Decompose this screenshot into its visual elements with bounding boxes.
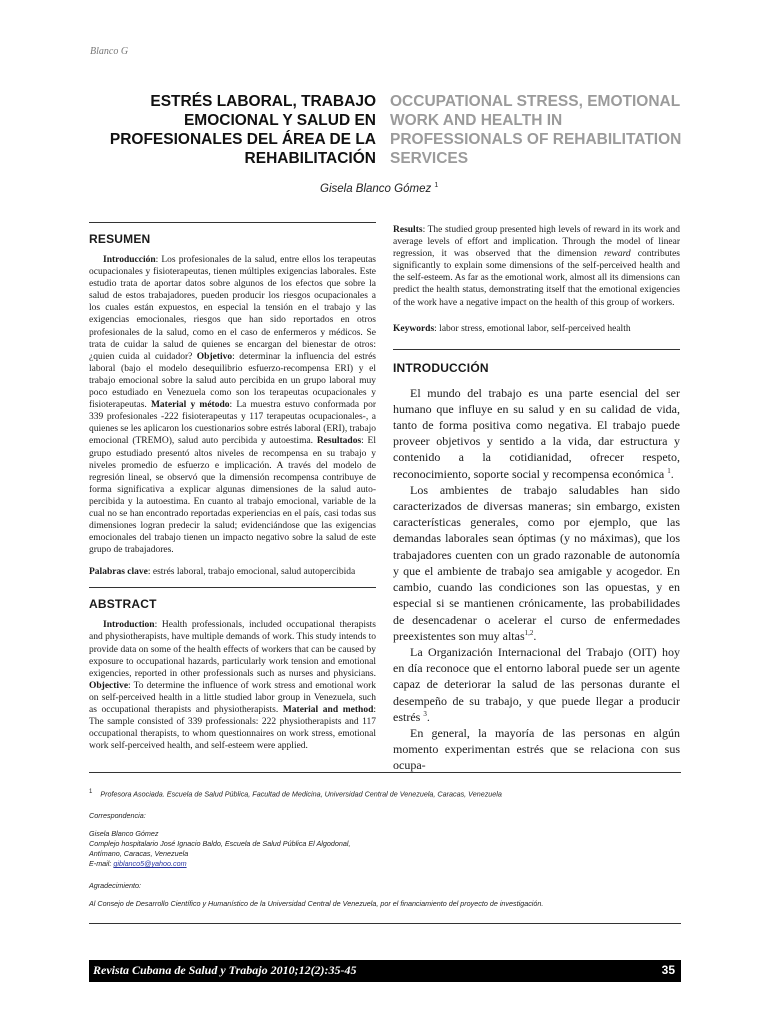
text: : labor stress, emotional labor, self-perceived health — [434, 323, 631, 334]
acknowledgement-label: Agradecimiento: — [89, 881, 141, 891]
right-column — [393, 224, 680, 774]
correspondence-name: Gisela Blanco Gómez — [89, 829, 159, 839]
label: Material y método — [150, 400, 230, 411]
author-affiliation-mark: 1 — [434, 182, 439, 189]
journal-citation: Revista Cubana de Salud y Trabajo 2010;12(2):35-45 — [93, 963, 357, 977]
label: Objetivo — [196, 351, 233, 362]
footer-bar — [89, 960, 681, 982]
text: : Los profesionales de la salud, entre ellos los terapeutas ocupacionales y fisioterapeutas, tienen múltiples exigencias laborales. Este estudio trata de aportar datos sobre algunos de los efectos que sobre la salud de estos trabajadores, pueden producir los riesgos ocupacionales a los cuales están expuestos, en especial la tensión en el trabajo y las exigencias emocionales, riesgos que han sido reportados en otros profesionales de la salud, como en el caso de enfermeros y médicos. Se trata de cuidar la salud de quienes se encargan del bienestar de otros: ¿quien cuida al cuidador? — [89, 255, 376, 362]
text: : To determine the influence of work stress and emotional work on self-perceived health in a little studied labor group in Venezuela, such as occupational therapists and physiotherapists. — [89, 680, 376, 715]
label: Results — [393, 225, 423, 235]
citation: 1 — [667, 466, 671, 475]
divider — [89, 923, 681, 924]
email-label: E-mail: — [89, 859, 114, 869]
citation: 1,2 — [524, 628, 534, 637]
text: La Organización Internacional del Trabajo (OIT) hoy en día reconoce que el entorno laboral puede ser un agente capaz de deteriorar la salud de las personas durante el desempeño de su trabajo, y que puede llegar a producir estrés — [393, 644, 680, 724]
intro-paragraph: El mundo del trabajo es una parte esencial del ser humano que influye en su salud y en su calidad de vida, tanto de forma positiva como negativa. El trabajo puede proveer objetivos y sentido a la vida, dar estructura y contenido a la cotidianidad, ofrecer respeto, reconocimiento, soporte social y recompensa económica $^1$. — [393, 385, 680, 481]
introduccion-heading: INTRODUCCIÓN — [393, 360, 489, 375]
text: Los ambientes de trabajo saludables han sido caracterizados de diversas maneras; sin embargo, existen características generales, como por ejemplo, que las demandas laborales sean óptimas (y no máximas), que los trabajadores cuenten con un grado razonable de autonomía y que el ambiente de trabajo sea amigable y acogedor. En cambio, cuando las condiciones son las opuestas, y en especial si se mantienen crónicamente, las probabilidades de desencadenar o acelerar el curso de enfermedades preexistentes son muy altas — [393, 482, 680, 643]
divider — [89, 772, 681, 773]
correspondence-label: Correspondencia: — [89, 811, 146, 821]
label: Keywords — [393, 323, 435, 334]
abstract-keywords — [393, 323, 680, 335]
text: El mundo del trabajo es una parte esencial del ser humano que influye en su salud y en su calidad de vida, tanto de forma positiva como negativa. El trabajo puede proveer objetivos y sentido a la vida, dar estructura y contenido a la cotidianidad, ofrecer respeto, reconocimiento, soporte social y recompensa económica — [393, 385, 680, 481]
acknowledgement-text: Al Consejo de Desarrollo Científico y Humanístico de la Universidad Central de Venezuela, por el financiamiento del proyecto de investigación. — [89, 899, 544, 909]
citation: 3 — [423, 709, 427, 718]
intro-paragraph: En general, la mayoría de las personas en algún momento experimentan estrés que se relaciona con sus ocupa- — [393, 725, 680, 773]
footnotes — [89, 772, 681, 924]
text: Profesora Asociada. Escuela de Salud Pública, Facultad de Medicina, Universidad Central de Venezuela, Caracas, Venezuela — [100, 789, 502, 799]
text: : El grupo estudiado presentó altos niveles de recompensa en su trabajo y niveles promedio de esfuerzo e implicación. A través del modelo de regresión lineal, se observó que la dimensión recompensa contribuye de forma significativa a explicar algunas dimensiones de la salud auto-percibida y la autoestima. En cuanto al trabajo emocional, variable de la cual no se han encontrado reportadas experiencias en el país, casi todas sus dimensiones logran predecir la salud; evidenciándose que las exigencias emocionales del trabajo tienen un impacto negativo sobre la salud de este grupo de trabajadores. — [89, 436, 376, 556]
author-line — [320, 182, 438, 195]
footnote-mark: 1 — [89, 789, 93, 795]
resumen-text — [89, 254, 376, 556]
text: : estrés laboral, trabajo emocional, salud autopercibida — [147, 567, 356, 578]
footnote-affiliation — [89, 787, 681, 799]
resumen-heading: RESUMEN — [89, 232, 151, 246]
email-link[interactable]: giblanco5@yahoo.com — [113, 859, 187, 869]
correspondence-address: Antímano, Caracas, Venezuela — [89, 849, 189, 859]
label: Introduction — [103, 620, 155, 631]
label: Objective — [89, 680, 129, 691]
text: : The sample consisted of 339 professionals: 222 physiotherapists and 117 occupational therapists, to whom questionnaires on work stress, emotional work self-perceived health, and self-esteem were applied. — [89, 705, 376, 752]
intro-paragraph: La Organización Internacional del Trabajo (OIT) hoy en día reconoce que el entorno laboral puede ser un agente capaz de deteriorar la salud de las personas durante el desempeño de su trabajo, y que puede llegar a producir estrés $^3$. — [393, 644, 680, 724]
divider — [89, 587, 376, 588]
label: Material and method — [282, 705, 374, 715]
label: Resultados — [316, 436, 362, 447]
correspondence-address: Complejo hospitalario José Ignacio Baldo, Escuela de Salud Pública El Algodonal, — [89, 839, 351, 849]
abstract-heading: ABSTRACT — [89, 597, 157, 612]
abstract-text-part1 — [89, 619, 376, 752]
left-column — [89, 222, 376, 752]
divider — [89, 222, 376, 223]
text: : determinar la influencia del estrés laboral (bajo el modelo desequilibrio esfuerzo-recompensa ERI) y el trabajo emocional sobre la salud auto percibida en un grupo laboral muy poco estudiado en Venezuela como son los terapeutas ocupacionales y fisioterapeutas. — [89, 351, 376, 411]
title-english: OCCUPATIONAL STRESS, EMOTIONAL WORK AND HEALTH IN PROFESSIONALS OF REHABILITATION SERVICES — [390, 93, 682, 167]
divider — [393, 349, 680, 350]
correspondence-email — [89, 859, 681, 869]
abstract-text-part2 — [393, 224, 680, 309]
intro-paragraph: Los ambientes de trabajo saludables han sido caracterizados de diversas maneras; sin embargo, existen características generales, como por ejemplo, que las demandas laborales sean óptimas (y no máximas), que los trabajadores cuenten con un grado razonable de autonomía y que el ambiente de trabajo sea amigable y acogedor. En cambio, cuando las condiciones son las opuestas, y en especial si se mantienen crónicamente, las probabilidades de desencadenar o acelerar el curso de enfermedades preexistentes son muy altas$^{1,2}$. — [393, 482, 680, 643]
emphasis: reward — [603, 249, 631, 260]
text: : Health professionals, included occupational therapists and physiotherapists, have multiple demands of work. This study intends to provide data on some of the health effects of workers that can be caused by exposure to occupational hazards, particularly work tension and emotional exigencies, reported in other professionals such as nurses and physicians. — [89, 620, 376, 679]
text: contributes significantly to explain some dimensions of the self-perceived health and the self-esteem. As far as the emotional work, almost all its dimensions can predict the health status, demonstrating itself that the emotional exigencies of the work have a negative impact on the health of this group of workers. — [393, 249, 681, 308]
running-head: Blanco G — [90, 46, 129, 57]
author-name: Gisela Blanco Gómez — [320, 182, 432, 195]
text: : The studied group presented high levels of reward in its work and average levels of effort and implication. Through the model of linear regression, it was observed that the dimension — [393, 225, 680, 260]
resumen-keywords — [89, 566, 376, 578]
text: : La muestra estuvo conformada por 339 profesionales -222 fisioterapeutas y 117 terapeutas ocupacionales-, a quienes se les aplicaron los cuestionarios sobre estrés laboral (ERI), trabajo emocional (TREMO), salud auto percibida y autoestima. — [89, 400, 376, 447]
label: Palabras clave — [89, 567, 148, 578]
title-spanish: ESTRÉS LABORAL, TRABAJO EMOCIONAL Y SALUD EN PROFESIONALES DEL ÁREA DE LA REHABILITACIÓN — [109, 93, 376, 167]
page-number: 35 — [661, 963, 675, 977]
label: Introducción — [103, 255, 156, 265]
